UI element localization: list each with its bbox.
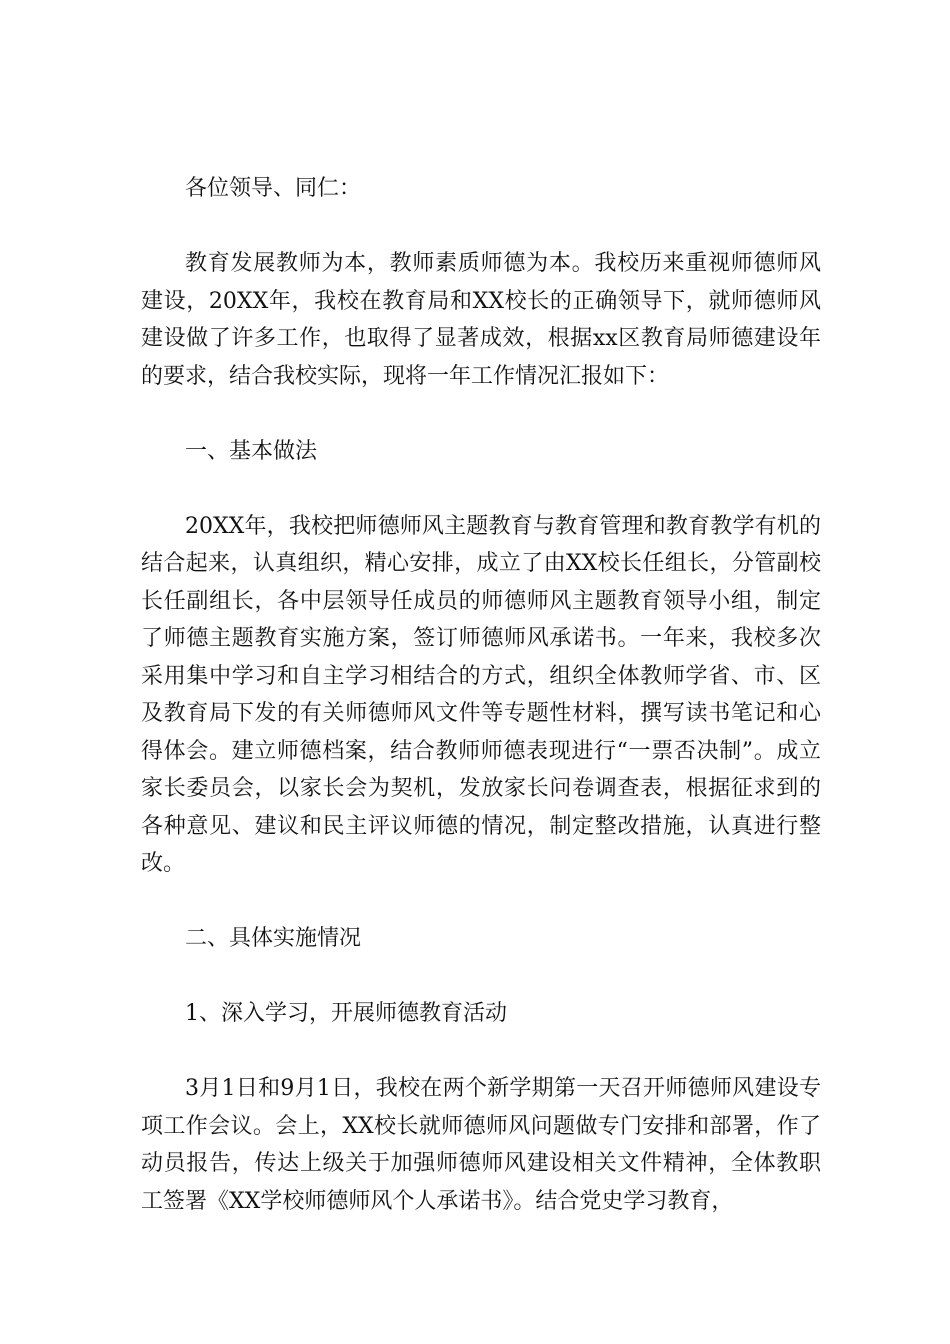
intro-paragraph: 教育发展教师为本，教师素质师德为本。我校历来重视师德师风建设，20XX年，我校在教育局和XX校长的正确领导下，就师德师风建设做了许多工作，也取得了显著成效，根据xx区教育局师德建设年的要求，结合我校实际，现将一年工作情况汇报如下： <box>141 251 821 389</box>
section-paragraph: 20XX年，我校把师德师风主题教育与教育管理和教育教学有机的结合起来，认真组织，精心安排，成立了由XX校长任组长，分管副校长任副组长，各中层领导任成员的师德师风主题教育领导小组，制定了师德主题教育实施方案，签订师德师风承诺书。一年来，我校多次采用集中学习和自主学习相结合的方式，组织全体教师学省、市、区及教育局下发的有关师德师风文件等专题性材料，撰写读书笔记和心得体会。建立师德档案，结合教师师德表现进行“一票否决制”。成立家长委员会，以家长会为契机，发放家长问卷调查表，根据征求到的各种意见、建议和民主评议师德的情况，制定整改措施，认真进行整改。 <box>141 513 821 876</box>
paragraph-spacer <box>141 1033 821 1071</box>
section-heading: 二、具体实施情况 <box>185 926 362 951</box>
paragraph-spacer <box>141 883 821 921</box>
subsection-heading: 1、深入学习，开展师德教育活动 <box>185 1001 507 1026</box>
paragraph-spacer <box>141 470 821 508</box>
paragraph-spacer <box>141 395 821 433</box>
subsection-paragraph: 3月1日和9月1日，我校在两个新学期第一天召开师德师风建设专项工作会议。会上，XX校长就师德师风问题做专门安排和部署，作了动员报告，传达上级关于加强师德师风建设相关文件精神，全体教职工签署《XX学校师德师风个人承诺书》。结合党史学习教育， <box>141 1076 821 1214</box>
section-heading: 一、基本做法 <box>185 438 318 464</box>
document-body <box>141 170 821 1220</box>
paragraph-spacer <box>141 958 821 996</box>
greeting: 各位领导、同仁： <box>185 176 362 201</box>
paragraph-spacer <box>141 208 821 246</box>
